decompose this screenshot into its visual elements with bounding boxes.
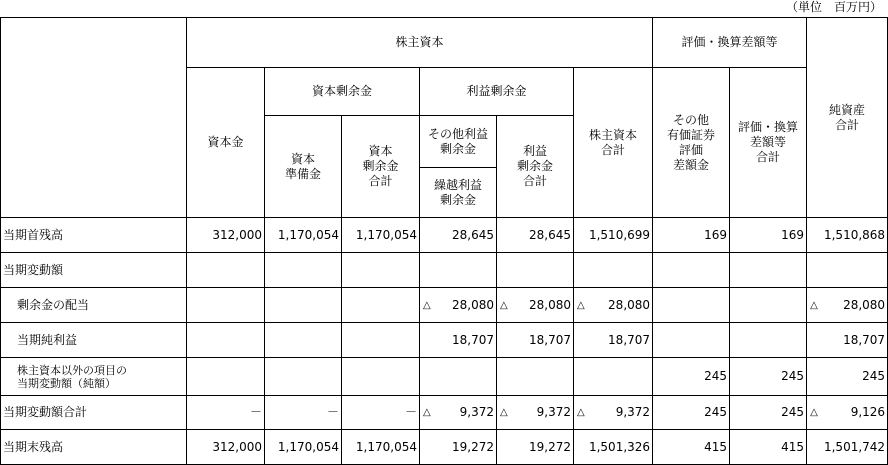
negative-marker: △ xyxy=(810,407,818,418)
cell: 312,000 xyxy=(187,218,265,253)
table-row xyxy=(1,358,888,396)
cell xyxy=(420,358,497,396)
cell: 245 xyxy=(653,396,730,430)
header-valuation-adjustments: 評価・換算差額等 xyxy=(653,18,807,68)
table-row xyxy=(1,288,888,323)
cell xyxy=(187,358,265,396)
cell xyxy=(342,323,420,358)
cell: 1,501,326 xyxy=(574,430,653,465)
cell-value: 9,372 xyxy=(536,405,571,419)
cell xyxy=(807,288,888,323)
cell xyxy=(730,253,807,288)
table-row xyxy=(1,323,888,358)
cell: 18,707 xyxy=(574,323,653,358)
table-row xyxy=(1,430,888,465)
cell: 415 xyxy=(653,430,730,465)
cell: 312,000 xyxy=(187,430,265,465)
cell: 245 xyxy=(807,358,888,396)
cell xyxy=(574,396,653,430)
cell: 19,272 xyxy=(420,430,497,465)
cell xyxy=(574,288,653,323)
cell: 18,707 xyxy=(807,323,888,358)
cell-value: 28,080 xyxy=(529,297,571,312)
negative-marker: △ xyxy=(577,407,585,418)
cell xyxy=(342,253,420,288)
cell xyxy=(265,288,342,323)
negative-marker: △ xyxy=(577,299,585,311)
cell xyxy=(265,358,342,396)
header-other-retained-earnings: その他利益 剰余金 xyxy=(420,116,497,168)
negative-marker: △ xyxy=(423,299,431,311)
cell xyxy=(653,288,730,323)
cell: 18,707 xyxy=(497,323,574,358)
header-capital-reserve: 資本 準備金 xyxy=(265,116,342,218)
cell: 245 xyxy=(730,396,807,430)
equity-statement-table xyxy=(0,17,888,465)
row-label: 剰余金の配当 xyxy=(1,288,187,323)
unit-label: （単位 百万円） xyxy=(785,0,882,14)
header-shareholders-equity: 株主資本 xyxy=(187,18,653,68)
header-carried-forward: 繰越利益 剰余金 xyxy=(420,168,497,218)
row-label: 当期純利益 xyxy=(1,323,187,358)
row-label: 株主資本以外の項目の 当期変動額（純額） xyxy=(1,358,187,396)
header-retained-earnings: 利益剰余金 xyxy=(420,68,574,116)
cell: 1,170,054 xyxy=(265,430,342,465)
row-label: 当期変動額 xyxy=(1,253,187,288)
cell: 28,645 xyxy=(497,218,574,253)
cell xyxy=(807,253,888,288)
cell xyxy=(187,323,265,358)
cell: 1,170,054 xyxy=(342,218,420,253)
cell xyxy=(187,253,265,288)
row-label: 当期変動額合計 xyxy=(1,396,187,430)
cell: 245 xyxy=(653,358,730,396)
cell xyxy=(265,323,342,358)
row-label: 当期末残高 xyxy=(1,430,187,465)
row-label: 当期首残高 xyxy=(1,218,187,253)
cell xyxy=(574,253,653,288)
header-capital-surplus: 資本剰余金 xyxy=(265,68,420,116)
cell xyxy=(653,323,730,358)
cell: 169 xyxy=(653,218,730,253)
header-capital-stock: 資本金 xyxy=(187,68,265,218)
negative-marker: △ xyxy=(810,299,818,311)
cell xyxy=(420,396,497,430)
cell-value: 9,372 xyxy=(615,405,651,419)
cell: 19,272 xyxy=(497,430,574,465)
cell xyxy=(420,253,497,288)
table-row xyxy=(1,396,888,430)
header-securities-valuation: その他 有価証券 評価 差額金 xyxy=(653,68,730,218)
cell: 1,501,742 xyxy=(807,430,888,465)
cell: 245 xyxy=(730,358,807,396)
cell: 415 xyxy=(730,430,807,465)
cell xyxy=(653,253,730,288)
cell xyxy=(730,288,807,323)
cell: 1,510,868 xyxy=(807,218,888,253)
cell xyxy=(265,253,342,288)
header-shareholders-equity-total: 株主資本 合計 xyxy=(574,68,653,218)
cell xyxy=(497,288,574,323)
cell: － xyxy=(265,396,342,430)
cell: 1,510,699 xyxy=(574,218,653,253)
cell-value: 28,080 xyxy=(843,297,886,312)
negative-marker: △ xyxy=(423,407,431,418)
header-net-assets-total: 純資産 合計 xyxy=(807,18,888,218)
header-capital-surplus-total: 資本 剰余金 合計 xyxy=(342,116,420,218)
cell xyxy=(342,358,420,396)
cell xyxy=(497,358,574,396)
cell: － xyxy=(187,396,265,430)
cell-value: 28,080 xyxy=(452,297,494,312)
cell: － xyxy=(342,396,420,430)
header-corner xyxy=(1,18,187,218)
table-row xyxy=(1,253,888,288)
cell: 18,707 xyxy=(420,323,497,358)
cell: 1,170,054 xyxy=(342,430,420,465)
cell-value: 28,080 xyxy=(608,297,651,312)
cell xyxy=(342,288,420,323)
cell-value: 9,126 xyxy=(850,405,886,419)
header-valuation-total: 評価・換算 差額等 合計 xyxy=(730,68,807,218)
header-retained-earnings-total: 利益 剰余金 合計 xyxy=(497,116,574,218)
cell xyxy=(807,396,888,430)
cell: 169 xyxy=(730,218,807,253)
cell xyxy=(187,288,265,323)
cell: 1,170,054 xyxy=(265,218,342,253)
table-row xyxy=(1,218,888,253)
cell xyxy=(420,288,497,323)
cell-value: 9,372 xyxy=(459,405,494,419)
cell xyxy=(574,358,653,396)
cell: 28,645 xyxy=(420,218,497,253)
cell xyxy=(497,253,574,288)
negative-marker: △ xyxy=(500,407,508,418)
cell xyxy=(497,396,574,430)
negative-marker: △ xyxy=(500,299,508,311)
cell xyxy=(730,323,807,358)
